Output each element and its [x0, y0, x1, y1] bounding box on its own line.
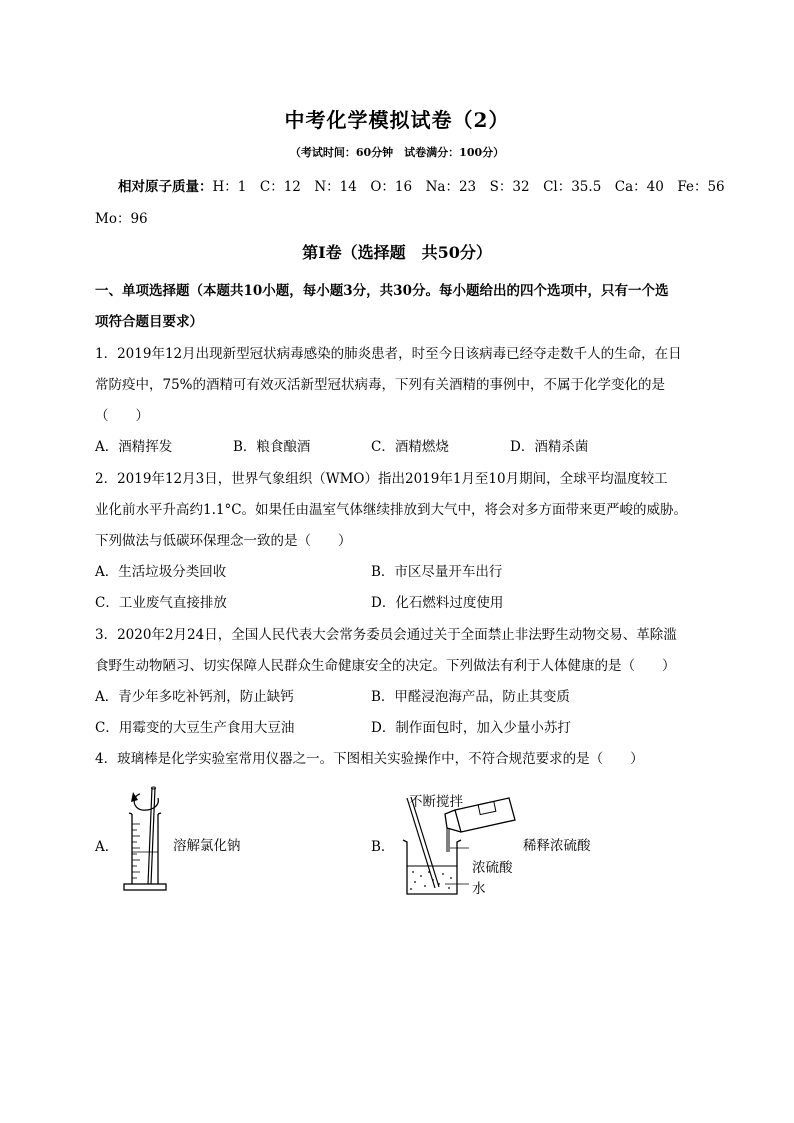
- q1-stem-2: 常防疫中，75%的酒精可有效灭活新型冠状病毒，下列有关酒精的事例中，不属于化学变化的是: [95, 377, 666, 393]
- page-title: 中考化学模拟试卷（2）: [284, 108, 510, 132]
- q3-option-a[interactable]: A．青少年多吃补钙剂，防止缺钙: [95, 689, 294, 705]
- q1-option-a[interactable]: A．酒精挥发: [95, 439, 173, 455]
- q2-stem-3: 下列做法与低碳环保理念一致的是（ ）: [95, 533, 352, 549]
- section-title: 第Ⅰ卷（选择题 共50分）: [302, 243, 492, 262]
- q2-stem-2: 业化前水平升高约1.1°C。如果任由温室气体继续排放到大气中，将会对多方面带来更严峻的威胁。: [95, 502, 688, 518]
- q4-option-a[interactable]: A．: [95, 839, 119, 855]
- figure-b-stir-label: 不断搅拌: [409, 794, 463, 810]
- q3-option-b[interactable]: B．甲醛浸泡海产品，防止其变质: [371, 689, 570, 705]
- atomic-mass-values: H：1 C：12 N：14 O：16 Na：23 S：32 Cl：35.5 Ca：40 Fe：56: [212, 179, 725, 195]
- q1-option-d[interactable]: D．酒精杀菌: [510, 439, 589, 455]
- q3-stem-2: 食野生动物陋习、切实保障人民群众生命健康安全的决定。下列做法有利于人体健康的是（ ）: [95, 658, 676, 674]
- atomic-mass-line-2: Mo：96: [95, 211, 148, 227]
- q2-option-c[interactable]: C．工业废气直接排放: [95, 595, 227, 611]
- figure-b-water-label: 水: [472, 881, 486, 897]
- figure-a-caption: 溶解氯化钠: [173, 838, 241, 854]
- q1-option-b[interactable]: B．粮食酿酒: [233, 439, 311, 455]
- figure-b-caption: 稀释浓硫酸: [523, 838, 591, 854]
- q3-stem-1: 3．2020年2月24日，全国人民代表大会常务委员会通过关于全面禁止非法野生动物交易、革除滥: [95, 627, 677, 643]
- q1-option-c[interactable]: C．酒精燃烧: [371, 439, 449, 455]
- figure-b-acid-label: 浓硫酸: [472, 860, 513, 876]
- q2-option-a[interactable]: A．生活垃圾分类回收: [95, 564, 227, 580]
- section-instruction-2: 项符合题目要求）: [95, 314, 203, 330]
- atomic-mass-line: [118, 175, 725, 195]
- q2-option-b[interactable]: B．市区尽量开车出行: [371, 564, 503, 580]
- q2-stem-1: 2．2019年12月3日，世界气象组织（WMO）指出2019年1月至10月期间，全球平均温度较工: [95, 471, 668, 487]
- q3-option-d[interactable]: D．制作面包时，加入少量小苏打: [371, 720, 571, 736]
- q2-option-d[interactable]: D．化石燃料过度使用: [371, 595, 504, 611]
- q1-stem-3: （ ）: [95, 408, 149, 424]
- q4-option-b[interactable]: B．: [371, 839, 395, 855]
- exam-info: （考试时间：60分钟 试卷满分：100分）: [289, 146, 505, 159]
- q4-stem-1: 4．玻璃棒是化学实验室常用仪器之一。下图相关实验操作中，不符合规范要求的是（ ）: [95, 751, 644, 767]
- section-instruction: 一、单项选择题（本题共10小题，每小题3分，共30分。每小题给出的四个选项中，只有一个选: [95, 283, 669, 299]
- q1-stem-1: 1．2019年12月出现新型冠状病毒感染的肺炎患者，时至今日该病毒已经夺走数千人的生命，在日: [95, 346, 682, 362]
- atomic-mass-label: 相对原子质量：: [118, 179, 213, 195]
- q3-option-c[interactable]: C．用霉变的大豆生产食用大豆油: [95, 720, 295, 736]
